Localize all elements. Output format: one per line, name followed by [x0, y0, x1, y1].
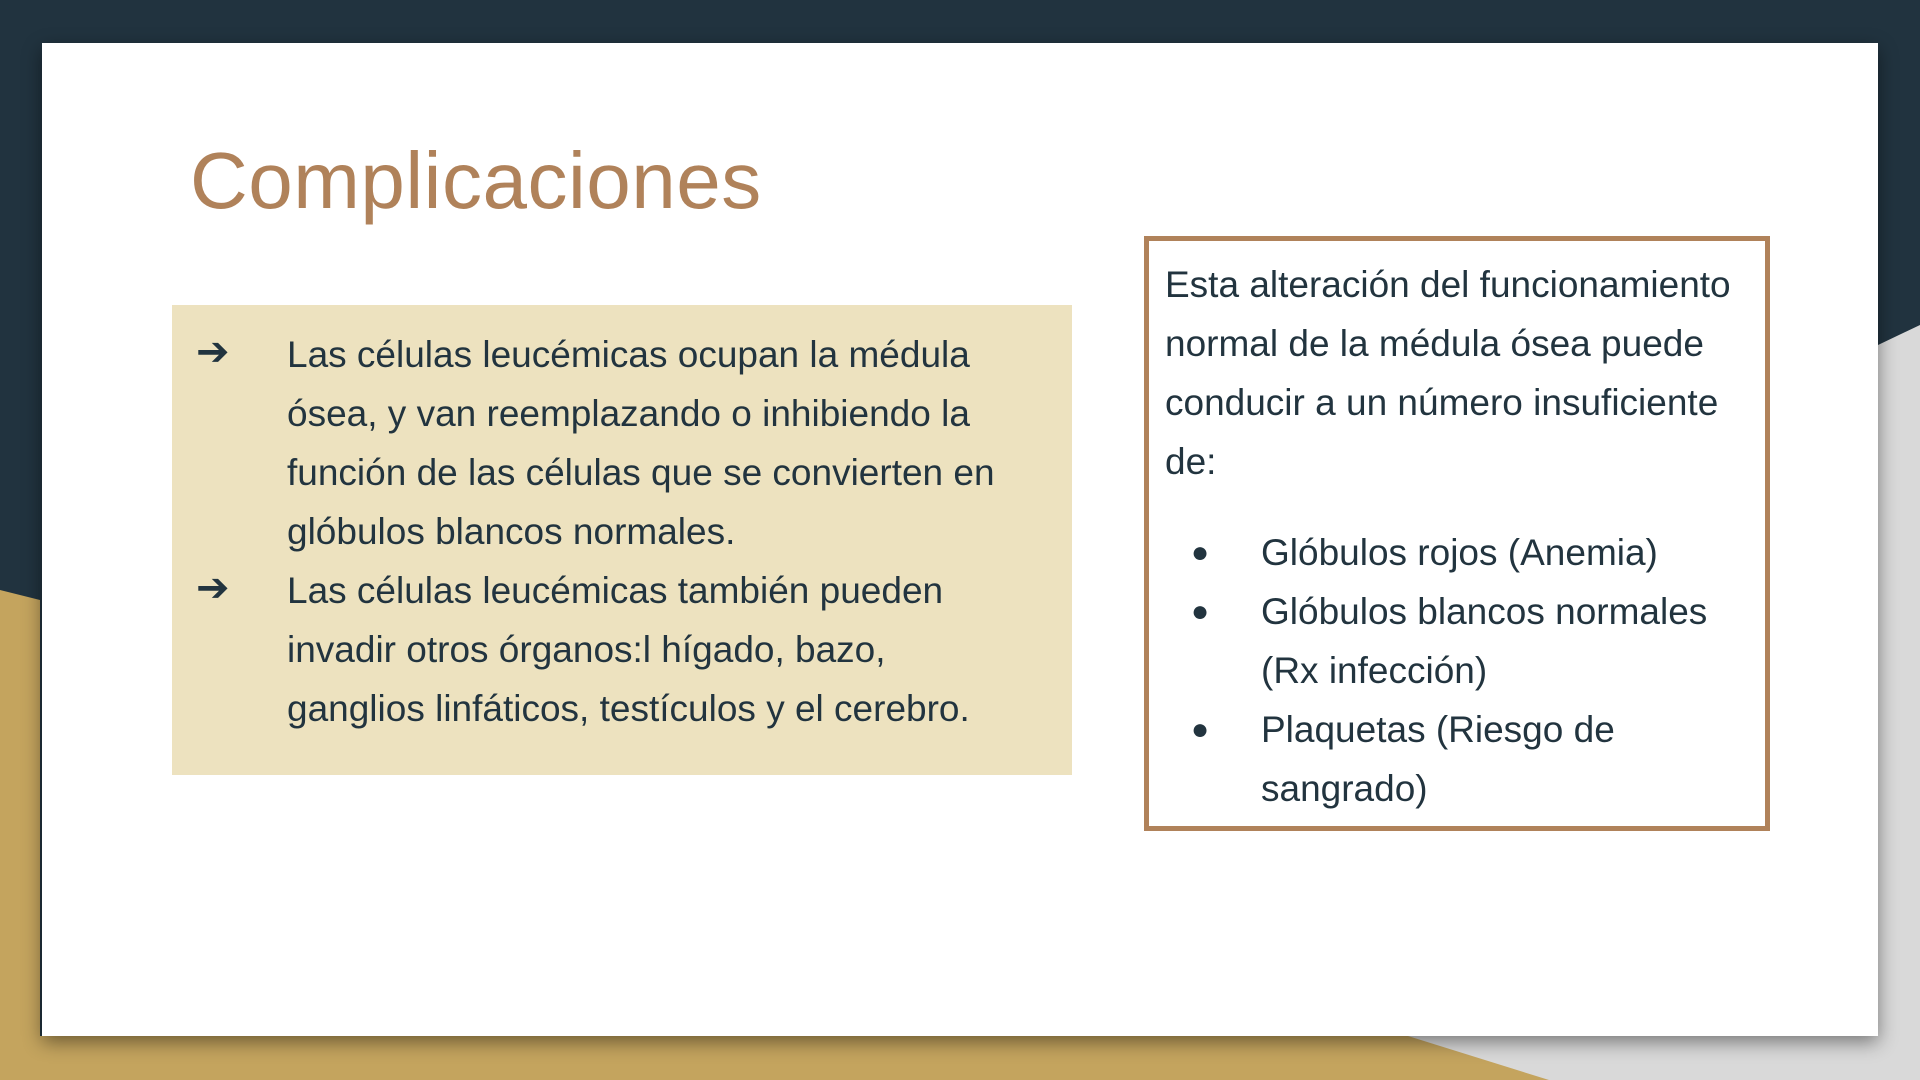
arrow-right-icon: ➔: [196, 566, 230, 610]
bullet-text: Glóbulos rojos (Anemia): [1261, 532, 1658, 573]
slide-title: Complicaciones: [190, 136, 762, 225]
list-item: [1165, 582, 1751, 700]
intro-text: Esta alteración del funcionamiento normal de la médula ósea puede conducir a un número insuficiente de:: [1165, 264, 1731, 482]
list-item: [1165, 700, 1751, 818]
bullet-dot-icon: ●: [1191, 536, 1210, 569]
bullet-text: Plaquetas (Riesgo de sangrado): [1261, 709, 1615, 809]
list-item: [172, 325, 1032, 561]
bullet-dot-icon: ●: [1191, 713, 1210, 746]
list-item: [1165, 523, 1751, 582]
arrow-right-icon: ➔: [196, 330, 230, 374]
bullet-text: Glóbulos blancos normales (Rx infección): [1261, 591, 1708, 691]
bullet-text: Las células leucémicas ocupan la médula ósea, y van reemplazando o inhibiendo la función de las células que se convierten en glóbulos blancos normales.: [287, 334, 995, 552]
bullet-text: Las células leucémicas también pueden invadir otros órganos:l hígado, bazo, ganglios linfáticos, testículos y el cerebro.: [287, 570, 970, 729]
bullet-dot-icon: ●: [1191, 595, 1210, 628]
left-content-box: [172, 305, 1072, 775]
slide-card: [42, 43, 1878, 1036]
right-content-box: [1144, 236, 1770, 831]
list-item: [172, 561, 1032, 738]
gold-shape: [0, 590, 40, 1080]
